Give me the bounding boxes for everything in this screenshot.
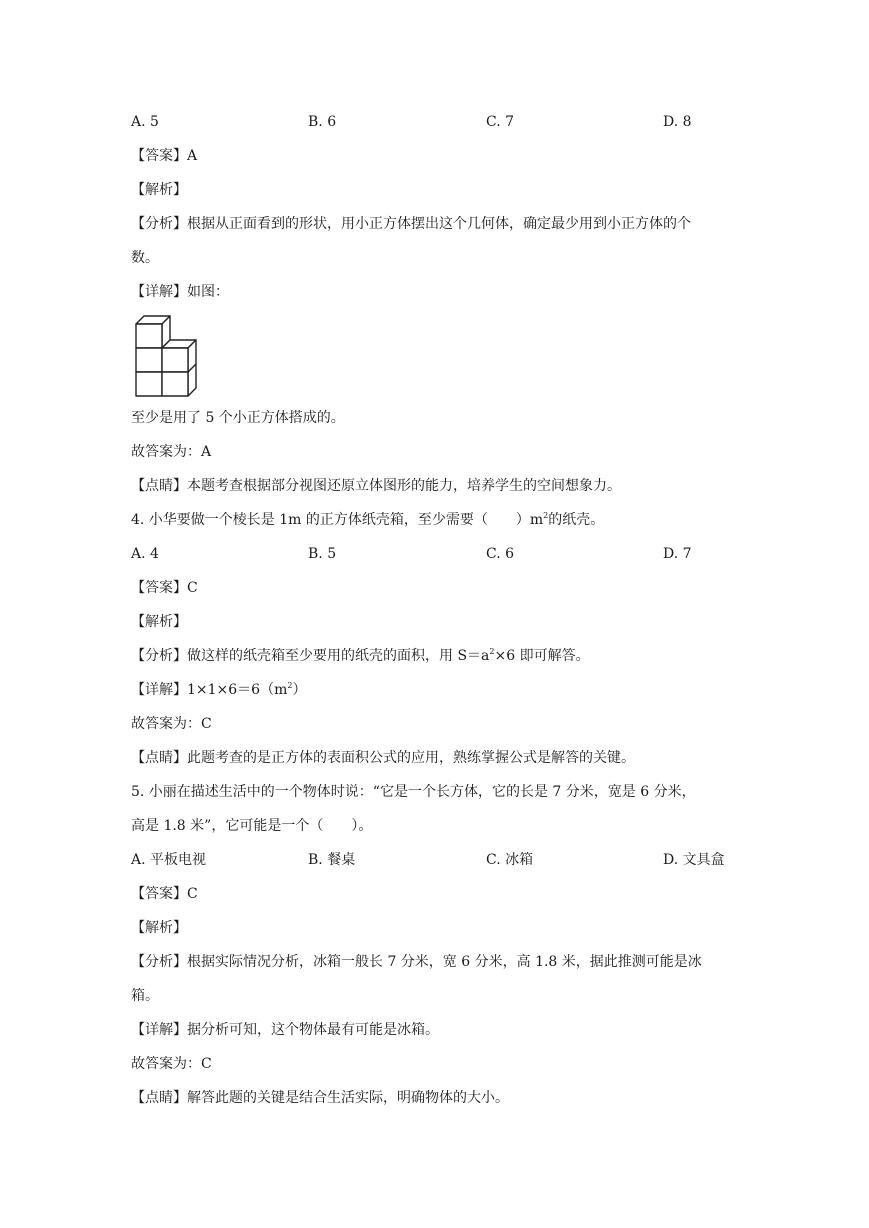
- q4-final-answer: 故答案为：C: [131, 716, 212, 732]
- q3-option-a: A. 5: [131, 114, 159, 130]
- q4-answer: 【答案】C: [131, 580, 198, 596]
- q5-stem-line-2: 高是 1.8 米”，它可能是一个（ ）。: [131, 818, 373, 834]
- q5-fenxi-line-1: 【分析】根据实际情况分析，冰箱一般长 7 分米，宽 6 分米，高 1.8 米，据此推测可能是冰: [131, 954, 702, 970]
- q3-jiexi-heading: 【解析】: [131, 182, 187, 198]
- q4-option-a: A. 4: [131, 546, 159, 562]
- q4-stem: 4. 小华要做一个棱长是 1m 的正方体纸壳箱，至少需要（ ）$m^2$的纸壳。: [131, 511, 605, 528]
- q3-option-d: D. 8: [663, 114, 692, 130]
- q5-stem-line-1: 5. 小丽在描述生活中的一个物体时说：“它是一个长方体，它的长是 7 分米，宽是 6 分米，: [131, 784, 696, 800]
- q4-fenxi: 【分析】做这样的纸壳箱至少要用的纸壳的面积，用 $S=a^2\times 6$ 即可解答。: [131, 647, 590, 664]
- q5-jiexi-heading: 【解析】: [131, 920, 187, 936]
- q5-dianjing: 【点睛】解答此题的关键是结合生活实际，明确物体的大小。: [131, 1090, 509, 1106]
- q5-answer: 【答案】C: [131, 886, 198, 902]
- cube-stack-figure: [134, 314, 202, 398]
- q5-option-d: D. 文具盒: [663, 852, 725, 868]
- q3-final-answer: 故答案为：A: [131, 444, 212, 460]
- q5-fenxi-line-2: 箱。: [131, 988, 159, 1004]
- q4-option-d: D. 7: [663, 546, 692, 562]
- q5-option-c: C. 冰箱: [486, 852, 534, 868]
- q3-option-c: C. 7: [486, 114, 515, 130]
- q3-xiangjie: 【详解】如图：: [131, 284, 229, 300]
- q5-final-answer: 故答案为：C: [131, 1056, 212, 1072]
- q3-answer: 【答案】A: [131, 148, 198, 164]
- q3-conclusion: 至少是用了 5 个小正方体搭成的。: [131, 410, 345, 426]
- q4-xiangjie: 【详解】$1\times 1\times 6=6(m^2)$: [131, 681, 307, 698]
- q4-dianjing: 【点睛】此题考查的是正方体的表面积公式的应用，熟练掌握公式是解答的关键。: [131, 750, 635, 766]
- q4-option-b: B. 5: [308, 546, 337, 562]
- q3-fenxi-line-1: 【分析】根据从正面看到的形状，用小正方体摆出这个几何体，确定最少用到小正方体的个: [131, 216, 691, 232]
- q3-option-b: B. 6: [308, 114, 337, 130]
- q5-xiangjie: 【详解】据分析可知，这个物体最有可能是冰箱。: [131, 1022, 439, 1038]
- q5-option-b: B. 餐桌: [308, 852, 356, 868]
- q4-jiexi-heading: 【解析】: [131, 614, 187, 630]
- q4-option-c: C. 6: [486, 546, 515, 562]
- q5-option-a: A. 平板电视: [131, 852, 207, 868]
- q3-dianjing: 【点睛】本题考查根据部分视图还原立体图形的能力，培养学生的空间想象力。: [131, 478, 621, 494]
- q3-fenxi-line-2: 数。: [131, 250, 159, 266]
